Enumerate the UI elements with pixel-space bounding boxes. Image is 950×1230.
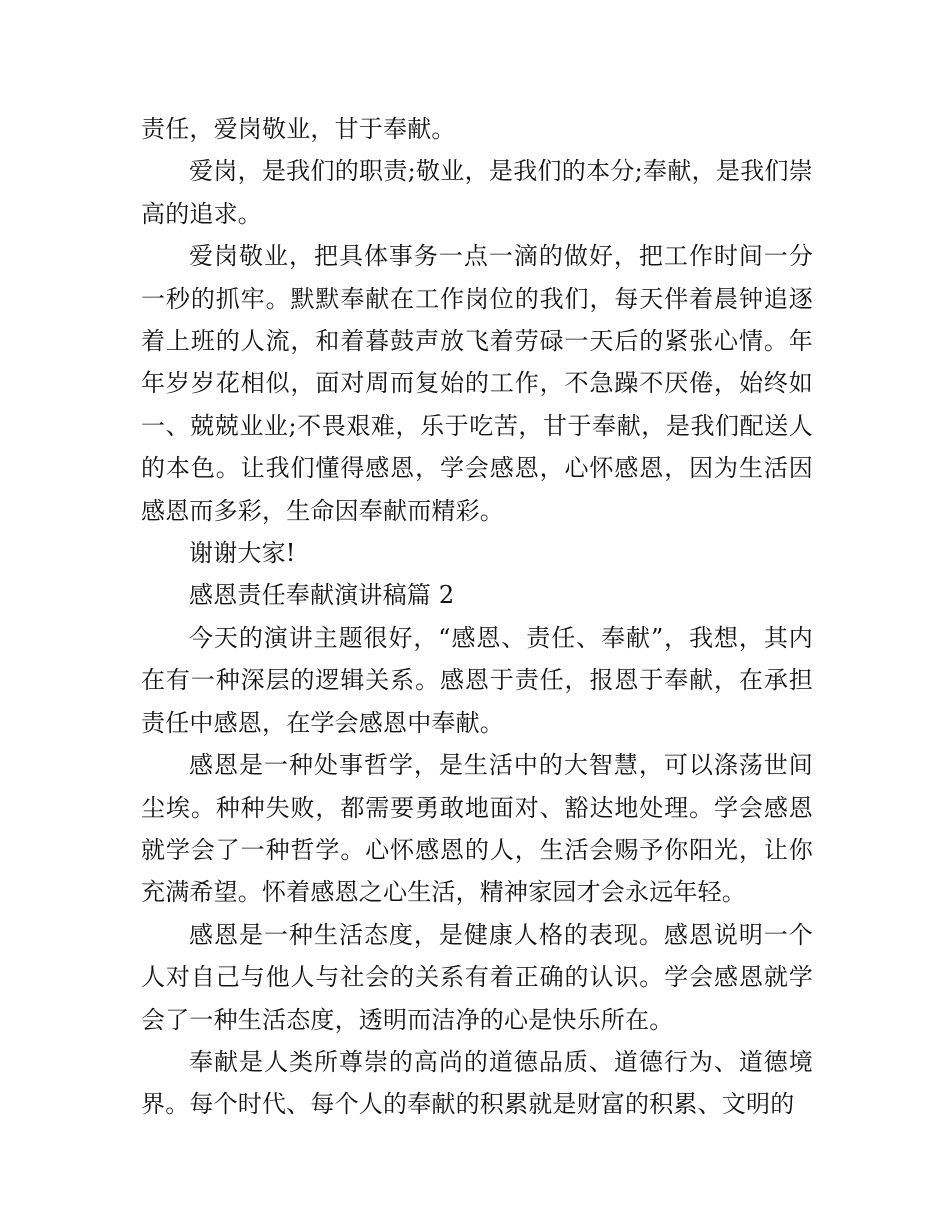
paragraph-2: 爱岗，是我们的职责;敬业，是我们的本分;奉献，是我们崇高的追求。 <box>141 157 813 228</box>
document-body <box>141 108 813 1126</box>
paragraph-3: 爱岗敬业，把具体事务一点一滴的做好，把工作时间一分一秒的抓牢。默默奉献在工作岗位的我们，每天伴着晨钟追逐着上班的人流，和着暮鼓声放飞着劳碌一天后的紧张心情。年年岁岁花相似，面对周而复始的工作，不急躁不厌倦，始终如一、兢兢业业;不畏艰难，乐于吃苦，甘于奉献，是我们配送人的本色。让我们懂得感恩，学会感恩，心怀感恩，因为生活因感恩而多彩，生命因奉献而精彩。 <box>141 242 813 525</box>
paragraph-6: 感恩是一种处事哲学，是生活中的大智慧，可以涤荡世间尘埃。种种失败，都需要勇敢地面对、豁达地处理。学会感恩就学会了一种哲学。心怀感恩的人，生活会赐予你阳光，让你充满希望。怀着感恩之心生活，精神家园才会永远年轻。 <box>141 751 813 907</box>
section-heading: 感恩责任奉献演讲稿篇 2 <box>189 581 455 610</box>
paragraph-5: 今天的演讲主题很好，“感恩、责任、奉献”，我想，其内在有一种深层的逻辑关系。感恩于责任，报恩于奉献，在承担责任中感恩，在学会感恩中奉献。 <box>141 623 813 737</box>
paragraph-4: 谢谢大家! <box>189 539 296 568</box>
paragraph-7: 感恩是一种生活态度，是健康人格的表现。感恩说明一个人对自己与他人与社会的关系有着正确的认识。学会感恩就学会了一种生活态度，透明而洁净的心是快乐所在。 <box>141 920 813 1034</box>
paragraph-1: 责任，爱岗敬业，甘于奉献。 <box>141 115 456 143</box>
paragraph-8: 奉献是人类所尊崇的高尚的道德品质、道德行为、道德境界。每个时代、每个人的奉献的积累就是财富的积累、文明的 <box>141 1047 813 1119</box>
